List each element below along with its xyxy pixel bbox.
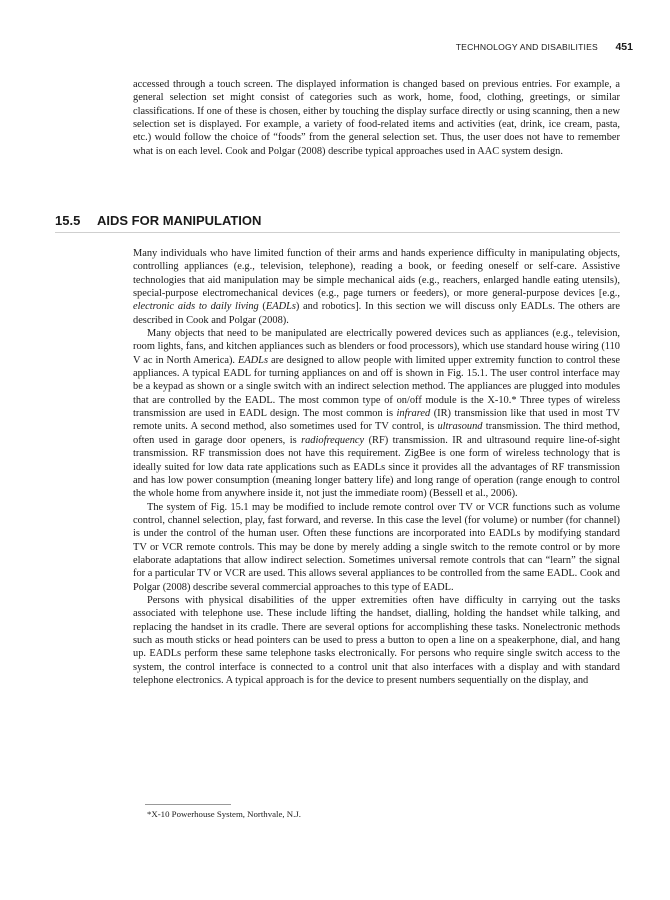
footnote: *X-10 Powerhouse System, Northvale, N.J. xyxy=(147,809,301,819)
paragraph-3: The system of Fig. 15.1 may be modified to include remote control over TV or VCR functions such as volume control, channel selection, play, fast forward, and reverse. In this case the level (for volume) or number (for channel) is under the control of the human user. Often these functions are incorporated into EADLs by modifying standard TV or VCR remote controls. This may be done by merely adding a single switch to the remote control or by more elaborate adaptations that allow indirect selection. Sometimes universal remote controls that can “learn” the signal for a particular TV or VCR are used. This allows several appliances to be controlled from the same EADL. Cook and Polgar (2008) describe several commercial approaches to this type of EADL. xyxy=(133,501,620,593)
intro-paragraph: accessed through a touch screen. The displayed information is changed based on previous entries. For example, a general selection set might consist of categories such as work, home, food, clothing, greetings, or similar classifications. If one of these is chosen, either by touching the display surface directly or using scanning, then a new selection set is displayed. For example, a variety of food-related items and activities (eat, drink, ice cream, pasta, etc.) would follow the choice of “foods” from the general selection set. Thus, the user does not have to remember what is on each level. Cook and Polgar (2008) describe typical approaches used in AAC system design. xyxy=(133,79,620,157)
paragraph-1: Many individuals who have limited function of their arms and hands experience difficulty in manipulating objects, controlling appliances (e.g., television, telephone), reading a book, or feeding oneself or self-care. Assistive technologies that aid manipulation may be simple mechanical aids (e.g., reachers, enlarged handle eating utensils), special-purpose electromechanical devices (e.g., page turners or feeders), or more general-purpose devices [e.g., electronic aids to daily living (EADLs) and robotics]. In this section we will discuss only EADLs. The others are described in Cook and Polgar (2008). xyxy=(133,248,621,326)
running-title: TECHNOLOGY AND DISABILITIES xyxy=(455,42,598,52)
section-number: 15.5 xyxy=(55,213,81,228)
footnote-divider xyxy=(145,804,231,805)
paragraph-2: Many objects that need to be manipulated are electrically powered devices such as appliances (e.g., television, room lights, fans, and kitchen appliances such as blenders or food processors), which use standard house wiring (110 V ac in North America). EADLs are designed to allow people with limited upper extremity function to control these appliances. A typical EADL for turning appliances on and off is shown in Fig. 15.1. The user control interface may be a keypad as shown or a single switch with an indirect selection method. The appliances are plugged into modules that are controlled by the EADL. The most common type of on/off module is the X-10.* Three types of wireless transmission are used in EADL design. The most common is infrared (IR) transmission like that used in most TV remote units. A second method, also sometimes used for TV control, is ultrasound transmission. The third method, often used in garage door openers, is radiofrequency (RF) transmission. IR and ultrasound require line-of-sight transmission. RF transmission does not have this requirement. ZigBee is one form of wireless technology that is ideally suited for low data rate applications such as EADLs since it provides all the advantages of RF transmission and has low power consumption (meaning longer battery life) and long range of operation (range enough to control the whole home from anywhere inside it, not just the immediate room) (Bessell et al., 2006). xyxy=(133,328,620,500)
paragraph-4: Persons with physical disabilities of the upper extremities often have difficulty in carrying out the tasks associated with telephone use. These include lifting the handset, dialling, holding the handset while talking, and replacing the handset in its cradle. There are several options for accomplishing these tasks. Nonelectronic methods such as mouth sticks or head pointers can be used to press a button to open a line on a speakerphone, dial, and hang up. EADLs perform these same telephone tasks electronically. For persons who require single switch access to the system, the control interface is connected to a control unit that also interfaces with a display and with standard telephone electronics. A typical approach is for the device to present numbers sequentially on the display, and xyxy=(133,594,620,686)
section-heading xyxy=(55,213,620,228)
section-divider xyxy=(55,232,620,233)
section-body xyxy=(133,247,620,687)
section-title: AIDS FOR MANIPULATION xyxy=(97,213,262,228)
intro-paragraph-block xyxy=(133,78,620,158)
page-number: 451 xyxy=(615,41,633,53)
